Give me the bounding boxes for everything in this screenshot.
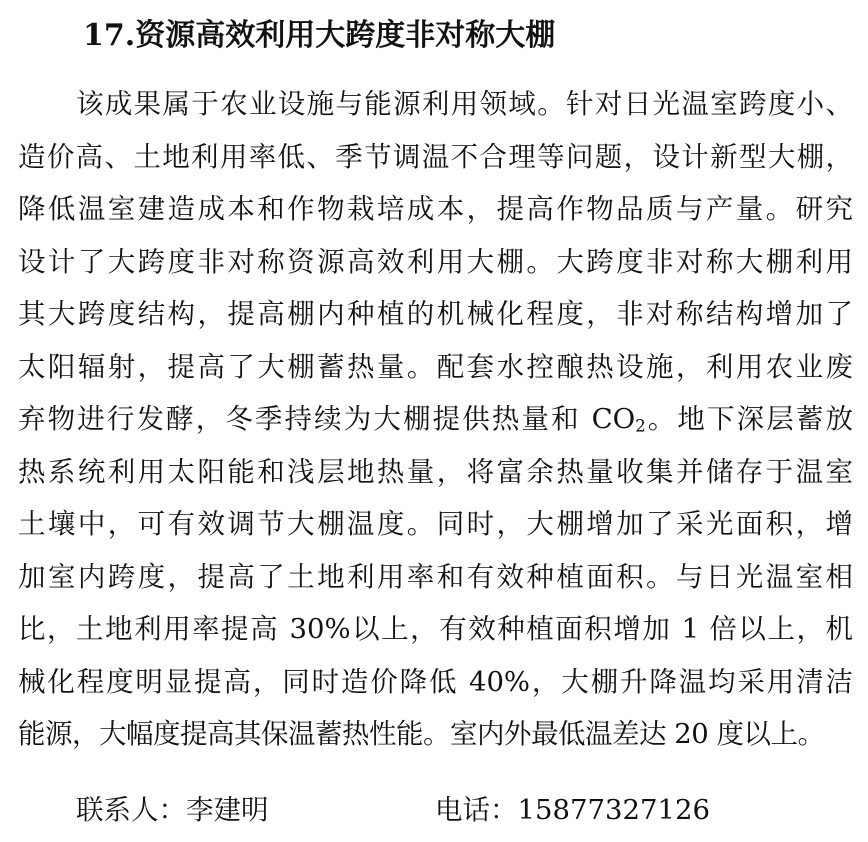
body-line: 加室内跨度，提高了土地利用率和有效种植面积。与日光温室相 xyxy=(18,560,853,593)
body-line-co2-text: 弃物进行发酵，冬季持续为大棚提供热量和 CO xyxy=(18,403,636,435)
body-line: 设计了大跨度非对称资源高效利用大棚。大跨度非对称大棚利用 xyxy=(18,245,853,278)
contact-person-name: 李建明 xyxy=(186,794,269,826)
contact-person xyxy=(76,790,269,830)
body-line: 热系统利用太阳能和浅层地热量，将富余热量收集并储存于温室 xyxy=(18,455,853,488)
co2-subscript: 2 xyxy=(635,416,646,436)
body-line: 比，土地利用率提高 30%以上，有效种植面积增加 1 倍以上，机 xyxy=(18,613,853,645)
body-line: 降低温室建造成本和作物栽培成本，提高作物品质与产量。研究 xyxy=(18,193,853,225)
body-line: 土壤中，可有效调节大棚温度。同时，大棚增加了采光面积，增 xyxy=(18,508,853,540)
contact-phone-number: 15877327126 xyxy=(517,794,710,826)
body-line-co2-tail: 。地下深层蓄放 xyxy=(645,403,854,435)
body-line: 能源，大幅度提高其保温蓄热性能。室内外最低温差达 20 度以上。 xyxy=(18,718,825,750)
contact-person-label: 联系人： xyxy=(76,794,186,826)
contact-phone xyxy=(435,790,710,830)
body-line: 太阳辐射，提高了大棚蓄热量。配套水控酿热设施，利用农业废 xyxy=(18,350,853,383)
contact-phone-label: 电话： xyxy=(435,794,518,826)
body-line-co2 xyxy=(18,393,853,446)
body-paragraph xyxy=(18,78,853,761)
body-line: 该成果属于农业设施与能源利用领域。针对日光温室跨度小、 xyxy=(76,88,853,120)
body-line: 造价高、土地利用率低、季节调温不合理等问题，设计新型大棚， xyxy=(18,140,853,173)
document-title: 17.资源高效利用大跨度非对称大棚 xyxy=(83,18,556,53)
body-line: 其大跨度结构，提高棚内种植的机械化程度，非对称结构增加了 xyxy=(18,298,853,330)
body-line: 械化程度明显提高，同时造价降低 40%，大棚升降温均采用清洁 xyxy=(18,665,853,698)
